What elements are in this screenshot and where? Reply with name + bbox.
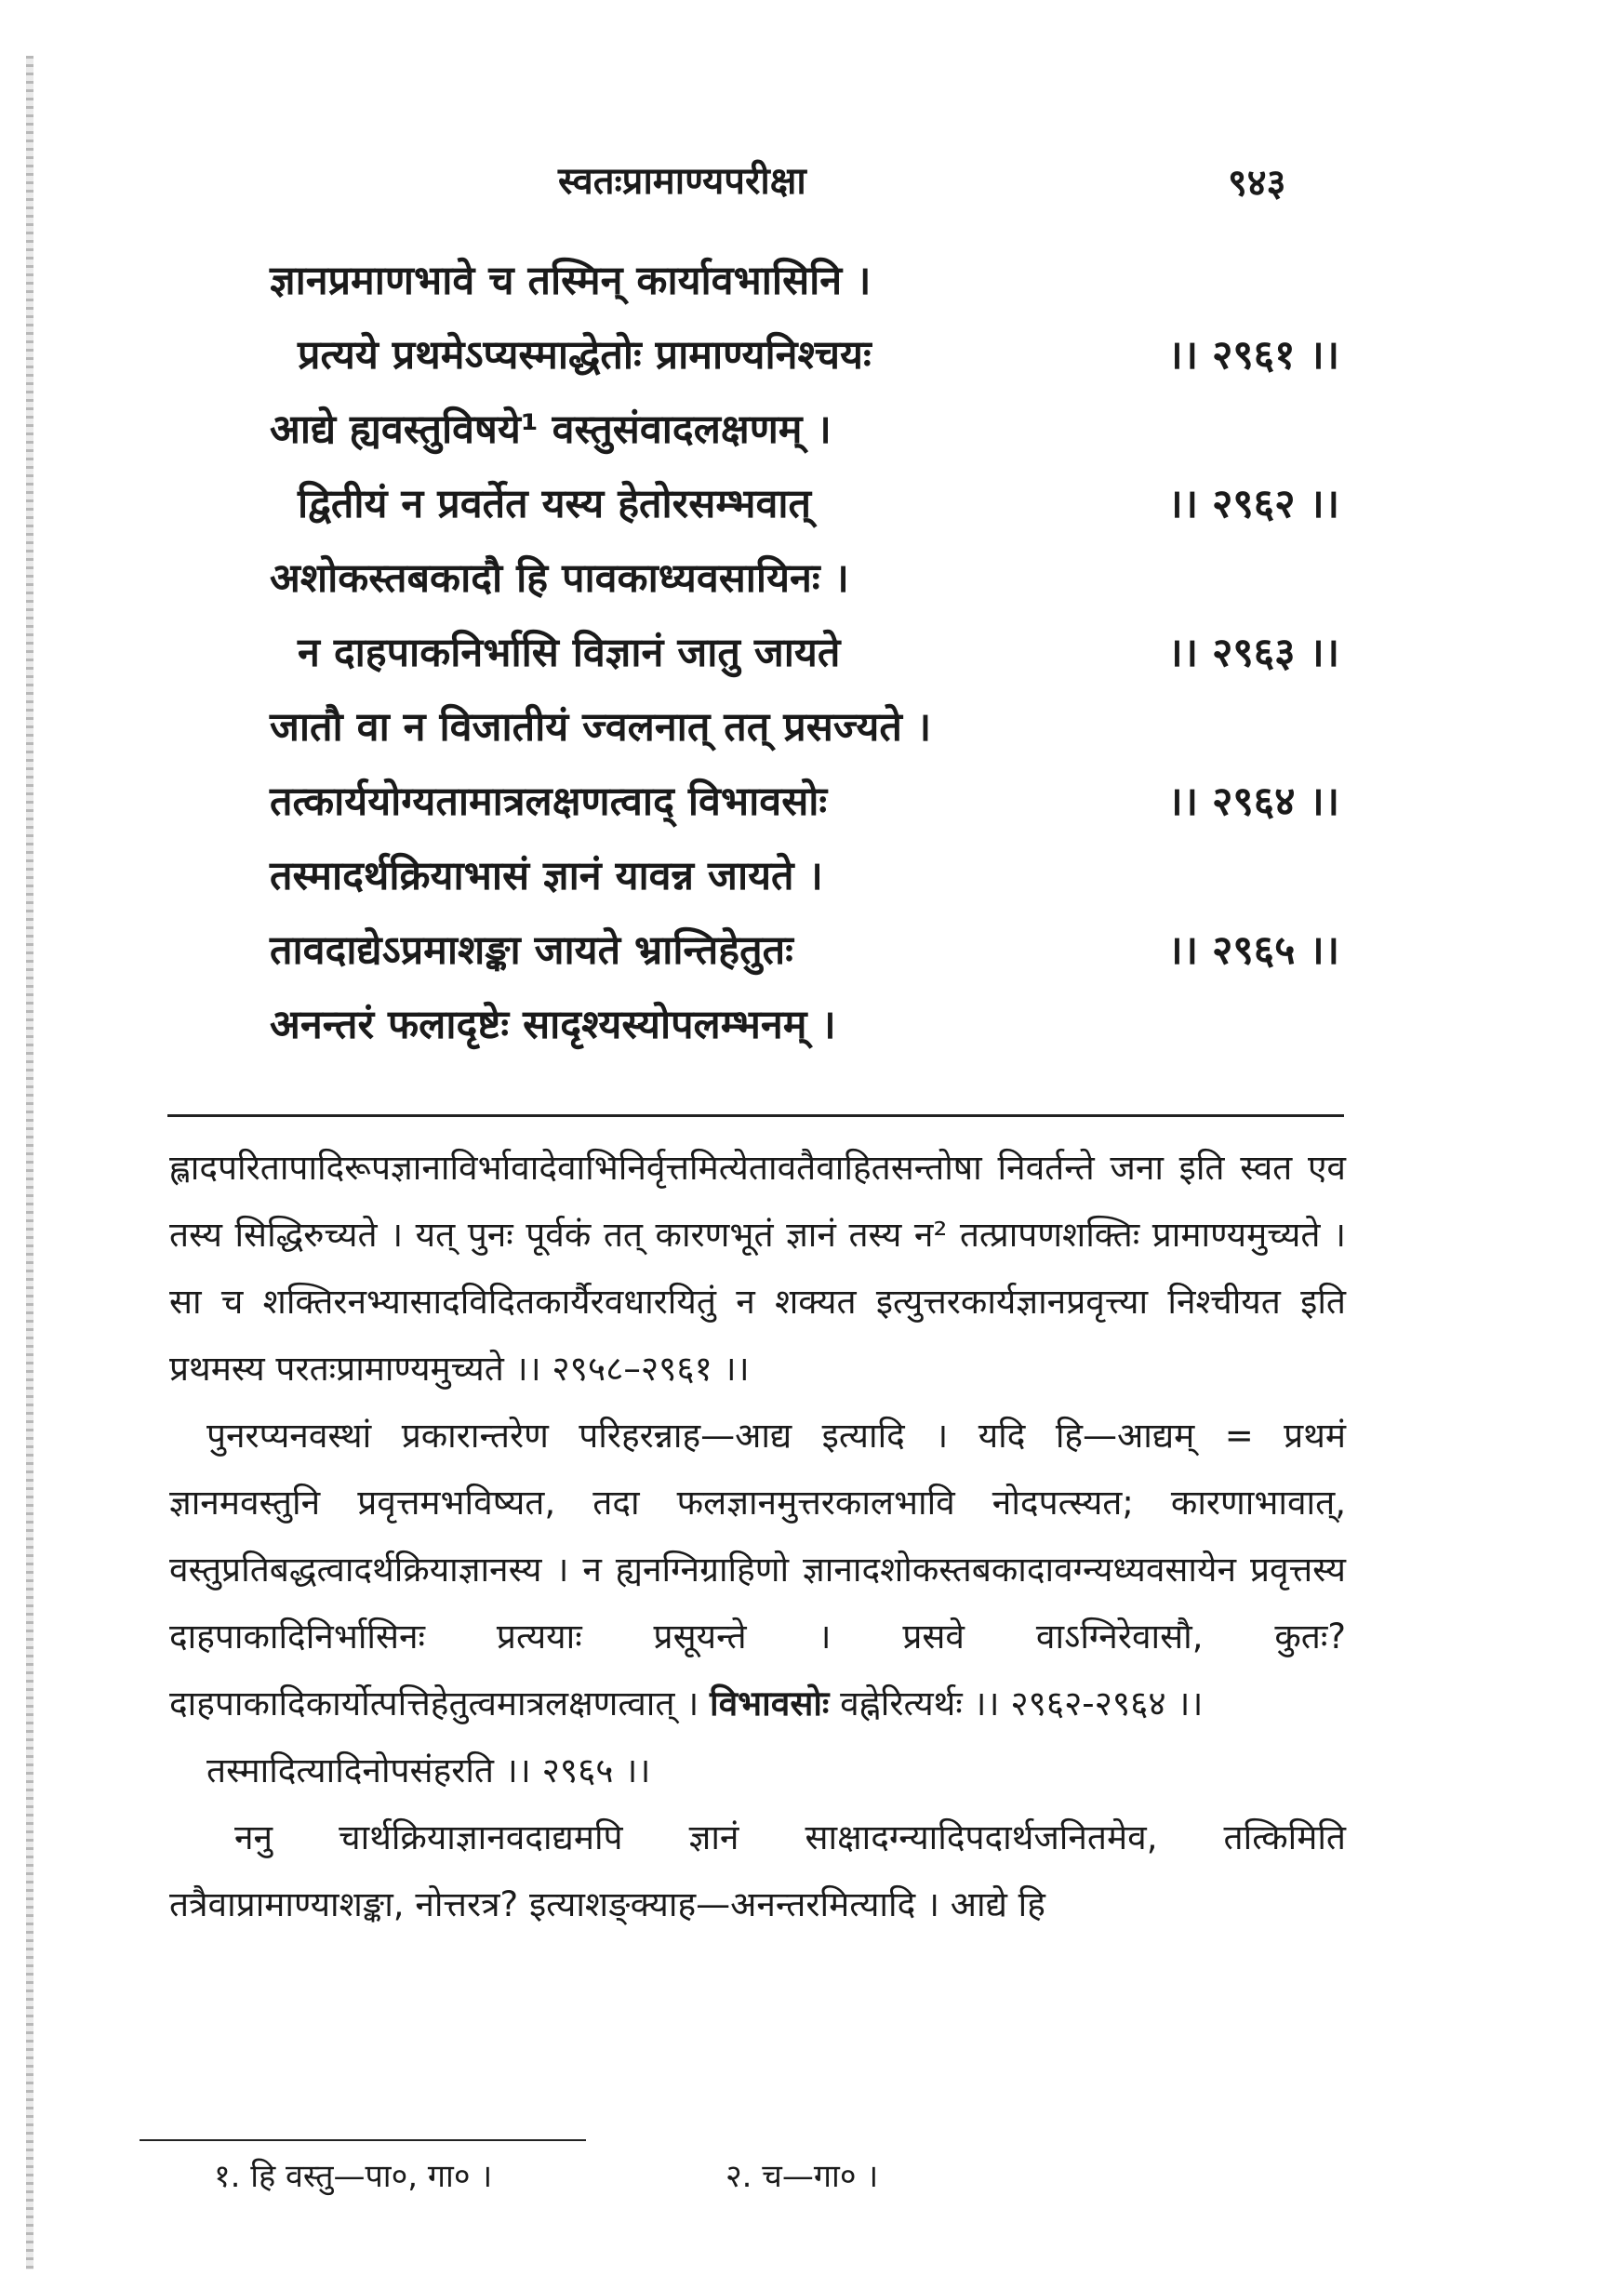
verse-text: तत्कार्ययोग्यतामात्रलक्षणत्वाद् विभावसोः xyxy=(270,779,828,825)
verse-line xyxy=(270,921,1339,995)
verse-text: जातौ वा न विजातीयं ज्वलनात् तत् प्रसज्यते । xyxy=(270,704,932,751)
footnote-1: १. हि वस्तु—पा०, गा० । xyxy=(214,2158,493,2195)
running-title: स्वतःप्रामाण्यपरीक्षा xyxy=(558,160,806,203)
verse-line xyxy=(270,549,1339,623)
verse-line xyxy=(270,846,1339,921)
footnotes xyxy=(214,2153,1237,2209)
verse-text: न दाहपाकनिर्भासि विज्ञानं जातु जायते xyxy=(298,630,841,676)
verse-line xyxy=(270,326,1339,400)
section-divider xyxy=(167,1114,1344,1117)
page-number: ९४३ xyxy=(1228,162,1286,205)
verse-line xyxy=(270,400,1339,474)
commentary-paragraph: ननु चार्थक्रियाज्ञानवदाद्यमपि ज्ञानं साक्षादग्न्यादिपदार्थजनितमेव, तत्किमिति तत्रैवाप्रामाण्याशङ्का, नोत्तरत्र? इत्याशङ्क्याह—अनन्तरमित्यादि । आद्ये हि xyxy=(169,1817,1346,1924)
footnote-divider xyxy=(140,2139,586,2141)
verse-text: अनन्तरं फलादृष्टेः सादृश्यस्योपलम्भनम् । xyxy=(270,1002,836,1048)
verse-number: ।। २९६२ ।। xyxy=(1167,481,1339,527)
commentary-paragraph: ह्लादपरितापादिरूपज्ञानाविर्भावादेवाभिनिर्वृत्तमित्येतावतैवाहितसन्तोषा निवर्तन्ते जना इति स्वत एव तस्य सिद्धिरुच्यते । यत् पुनः पूर्वकं तत् कारणभूतं ज्ञानं तस्य न² तत्प्रापणशक्तिः प्रामाण्यमुच्यते । सा च शक्तिरनभ्यासादविदितकार्यैरवधारयितुं न शक्यत इत्युत्तरकार्यज्ञानप्रवृत्त्या निश्चीयत इति प्रथमस्य परतःप्रामाण्यमुच्यते ।। २९५८–२९६१ ।। xyxy=(169,1148,1346,1389)
verse-text: ज्ञानप्रमाणभावे च तस्मिन् कार्यावभासिनि । xyxy=(270,258,872,304)
commentary-keyword: विभावसोः xyxy=(710,1683,830,1723)
verse-line xyxy=(270,995,1339,1070)
verse-text: अशोकस्तबकादौ हि पावकाध्यवसायिनः । xyxy=(270,555,849,602)
verse-line xyxy=(270,623,1339,698)
verse-text: प्रत्यये प्रथमेऽप्यस्माद्धेतोः प्रामाण्यनिश्चयः xyxy=(298,332,872,379)
verse-line xyxy=(270,772,1339,846)
commentary-text: पुनरप्यनवस्थां प्रकारान्तरेण परिहरन्नाह—आद्य इत्यादि । यदि हि—आद्यम् = प्रथमं ज्ञानमवस्तुनि प्रवृत्तमभविष्यत, तदा फलज्ञानमुत्तरकालभावि नोदपत्स्यत; कारणाभावात्, वस्तुप्रतिबद्धत्वादर्थक्रियाज्ञानस्य । न ह्यनग्निग्राहिणो ज्ञानादशोकस्तबकादावग्न्यध्यवसायेन प्रवृत्तस्य दाहपाकादिनिर्भासिनः प्रत्ययाः प्रसूयन्ते । प्रसवे वाऽग्निरेवासौ, कुतः? दाहपाकादिकार्योत्पत्तिहेतुत्वमात्रलक्षणत्वात् । xyxy=(169,1416,1346,1723)
verse-number: ।। २९६३ ।। xyxy=(1167,630,1339,676)
commentary-text: वह्नेरित्यर्थः ।। २९६२-२९६४ ।। xyxy=(829,1683,1204,1723)
verse-text: द्वितीयं न प्रवर्तेत यस्य हेतोरसम्भवात् xyxy=(298,481,812,527)
footnote-2: २. च—गा० । xyxy=(725,2158,879,2195)
verse-text: तावदाद्येऽप्रमाशङ्का जायते भ्रान्तिहेतुतः xyxy=(270,927,793,974)
verse-number: ।। २९६४ ।। xyxy=(1167,779,1339,825)
verse-line xyxy=(270,251,1339,326)
verse-number: ।। २९६५ ।। xyxy=(1167,927,1339,974)
verse-text: आद्ये ह्यवस्तुविषये¹ वस्तुसंवादलक्षणम् । xyxy=(270,406,832,453)
verse-line xyxy=(270,698,1339,772)
page-header xyxy=(0,153,1624,209)
commentary-block xyxy=(169,1135,1346,1938)
commentary-paragraph xyxy=(169,1403,1346,1737)
commentary-paragraph: तस्मादित्यादिनोपसंहरति ।। २९६५ ।। xyxy=(206,1750,651,1790)
verse-text: तस्मादर्थक्रियाभासं ज्ञानं यावन्न जायते । xyxy=(270,853,823,899)
book-spine-edge xyxy=(26,56,33,2269)
verse-line xyxy=(270,474,1339,549)
verse-number: ।। २९६१ ।। xyxy=(1167,332,1339,379)
verse-block xyxy=(270,251,1339,1070)
